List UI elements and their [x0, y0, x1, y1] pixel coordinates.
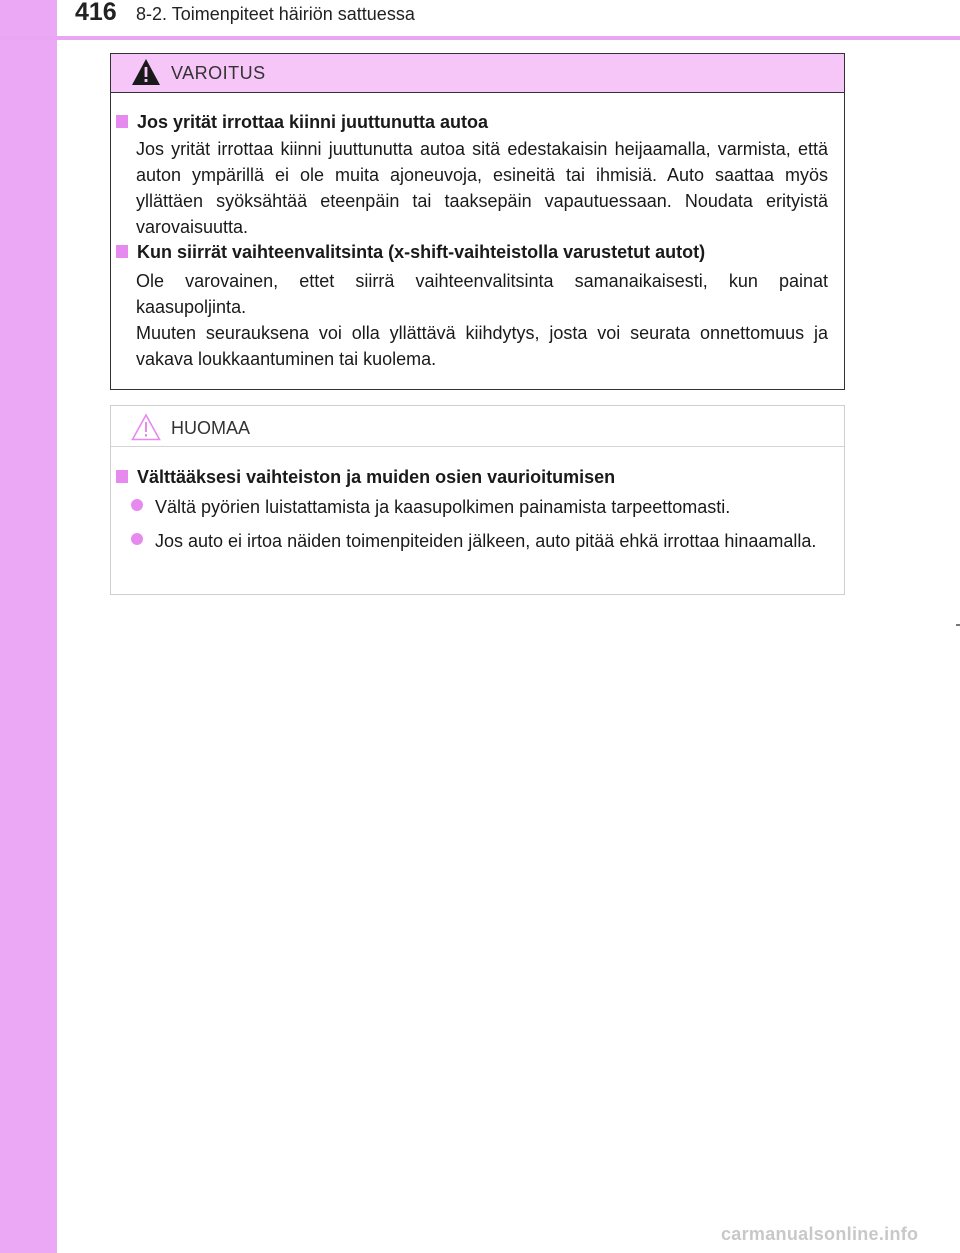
side-tab-strip	[0, 0, 57, 1253]
edge-mark	[956, 624, 960, 626]
caution-triangle-outline-icon	[131, 413, 161, 441]
notice-item-title: Välttääksesi vaihteiston ja muiden osien vaurioitumisen	[137, 467, 616, 487]
warning-header	[111, 54, 844, 93]
circle-bullet-icon	[131, 533, 143, 545]
square-bullet-icon	[116, 245, 128, 258]
bullet-text: Jos auto ei irtoa näiden toimenpiteiden jälkeen, auto pitää ehkä irrottaa hinaamalla.	[155, 531, 817, 551]
warning-triangle-icon	[131, 58, 161, 86]
notice-header	[111, 406, 844, 447]
warning-item-title: Kun siirrät vaihteenvalitsinta (x-shift-vaihteistolla varustetut autot)	[137, 242, 706, 262]
warning-label: VAROITUS	[171, 63, 266, 83]
warning-paragraph: Jos yrität irrottaa kiinni juuttunutta autoa sitä edestakaisin heijaamalla, varmista, että auton ympärillä ei ole muita ajoneuvoja, esineitä tai ihmisiä. Auto saattaa myös yllättäen syöksähtää eteenpäin tai taaksepäin vapautuessaan. Noudata erityistä varovaisuutta.	[136, 139, 828, 237]
section-title: 8-2. Toimenpiteet häiriön sattuessa	[136, 4, 415, 24]
watermark: carmanualsonline.info	[721, 1224, 919, 1244]
circle-bullet-icon	[131, 499, 143, 511]
warning-paragraph: Ole varovainen, ettet siirrä vaihteenvalitsinta samanaikaisesti, kun painat kaasupoljinta.	[136, 271, 828, 317]
notice-label: HUOMAA	[171, 418, 251, 438]
square-bullet-icon	[116, 115, 128, 128]
header-divider	[0, 36, 960, 40]
warning-item-title: Jos yrität irrottaa kiinni juuttunutta autoa	[137, 112, 489, 132]
square-bullet-icon	[116, 470, 128, 483]
warning-box	[110, 53, 845, 390]
notice-box	[110, 405, 845, 595]
page-number: 416	[75, 0, 117, 26]
warning-paragraph: Muuten seurauksena voi olla yllättävä kiihdytys, josta voi seurata onnettomuus ja vakava loukkaantuminen tai kuolema.	[136, 323, 828, 369]
bullet-text: Vältä pyörien luistattamista ja kaasupolkimen painamista tarpeettomasti.	[155, 497, 731, 517]
